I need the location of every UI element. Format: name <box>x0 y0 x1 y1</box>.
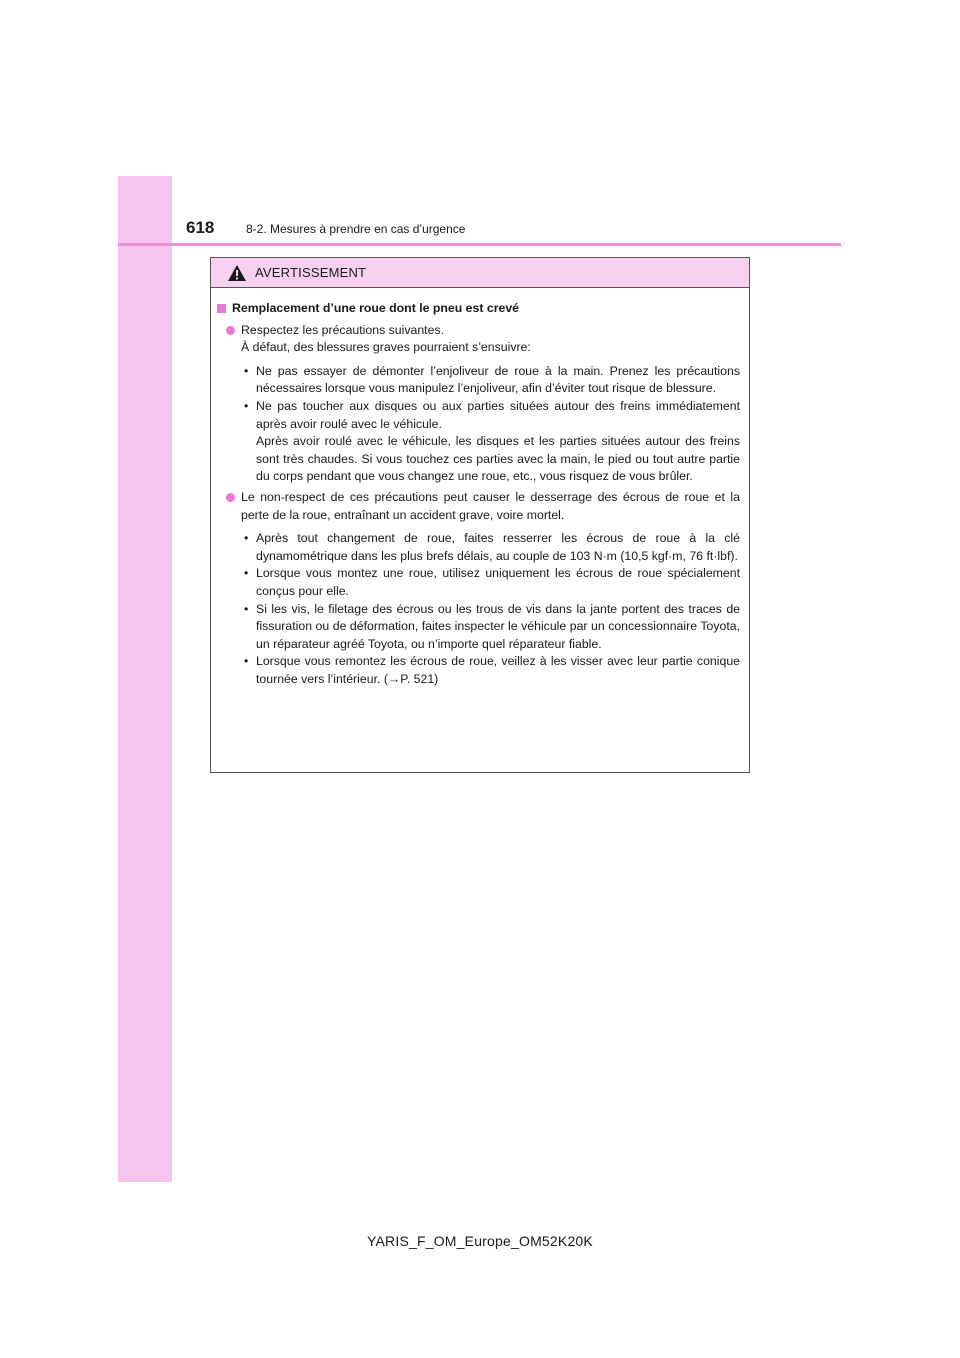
bullet-text: • Ne pas toucher aux disques ou aux parties situées autour des freins immédiatement après avoir roulé avec le véhicule. <box>256 398 740 431</box>
list-item <box>241 530 740 565</box>
point-1-text <box>241 322 740 357</box>
point-2-text <box>241 489 740 524</box>
circle-marker-icon <box>226 493 235 502</box>
bullet-text: • Lorsque vous remontez les écrous de roue, veillez à les visser avec leur partie conique tournée vers l’intérieur. (→P. 521) <box>256 654 740 686</box>
list-item <box>241 363 740 398</box>
subheading-text: Remplacement d’une roue dont le pneu est crevé <box>232 301 520 315</box>
warning-box <box>210 257 750 773</box>
warning-triangle-icon <box>227 264 247 282</box>
list-item <box>241 398 740 486</box>
point-1-bullets <box>241 363 740 486</box>
bullet-text: • Si les vis, le filetage des écrous ou les trous de vis dans la jante portent des traces de fissuration ou de déformation, faites inspecter le véhicule par un concessionnaire Toyota, un réparateur agréé Toyota, ou n’importe quel réparateur fiable. <box>256 601 740 651</box>
warning-subheading <box>217 300 740 318</box>
square-marker-icon <box>217 304 226 313</box>
warning-header <box>211 258 749 288</box>
point-2-line: Le non-respect de ces précautions peut causer le desserrage des écrous de roue et la perte de la roue, entraînant un accident grave, voire mortel. <box>241 489 740 522</box>
precaution-point-2 <box>226 489 740 524</box>
bullet-text: • Ne pas essayer de démonter l’enjoliveur de roue à la main. Prenez les précautions nécessaires lorsque vous manipulez l’enjoliveur, afin d’éviter tout risque de blessure. <box>256 363 740 396</box>
bullet-text: • Lorsque vous montez une roue, utilisez uniquement les écrous de roue spécialement conçus pour elle. <box>256 566 740 598</box>
document-code: YARIS_F_OM_Europe_OM52K20K <box>367 1233 593 1249</box>
point-2-bullets <box>241 530 740 688</box>
precaution-point-1 <box>226 322 740 357</box>
side-color-band <box>118 176 172 1182</box>
bullet-text: • Après tout changement de roue, faites resserrer les écrous de roue à la clé dynamométrique dans les plus brefs délais, au couple de 103 N·m (10,5 kgf·m, 76 ft·lbf). <box>256 531 740 563</box>
point-1-line: Respectez les précautions suivantes. <box>241 322 445 337</box>
section-title: 8-2. Mesures à prendre en cas d’urgence <box>246 222 466 236</box>
header-rule <box>118 243 841 246</box>
list-item <box>241 653 740 688</box>
warning-title: AVERTISSEMENT <box>255 265 367 280</box>
list-item <box>241 601 740 654</box>
warning-body <box>211 288 749 688</box>
list-item <box>241 565 740 600</box>
bullet-text: Après avoir roulé avec le véhicule, les disques et les parties situées autour des freins sont très chaudes. Si vous touchez ces parties avec la main, le pied ou tout autre partie du corps pendant que vous changez une roue, etc., vous risquez de vous brûler. <box>256 434 740 484</box>
point-1-line: À défaut, des blessures graves pourraient s’ensuivre: <box>241 340 531 355</box>
page-number: 618 <box>186 218 215 237</box>
circle-marker-icon <box>226 326 235 335</box>
